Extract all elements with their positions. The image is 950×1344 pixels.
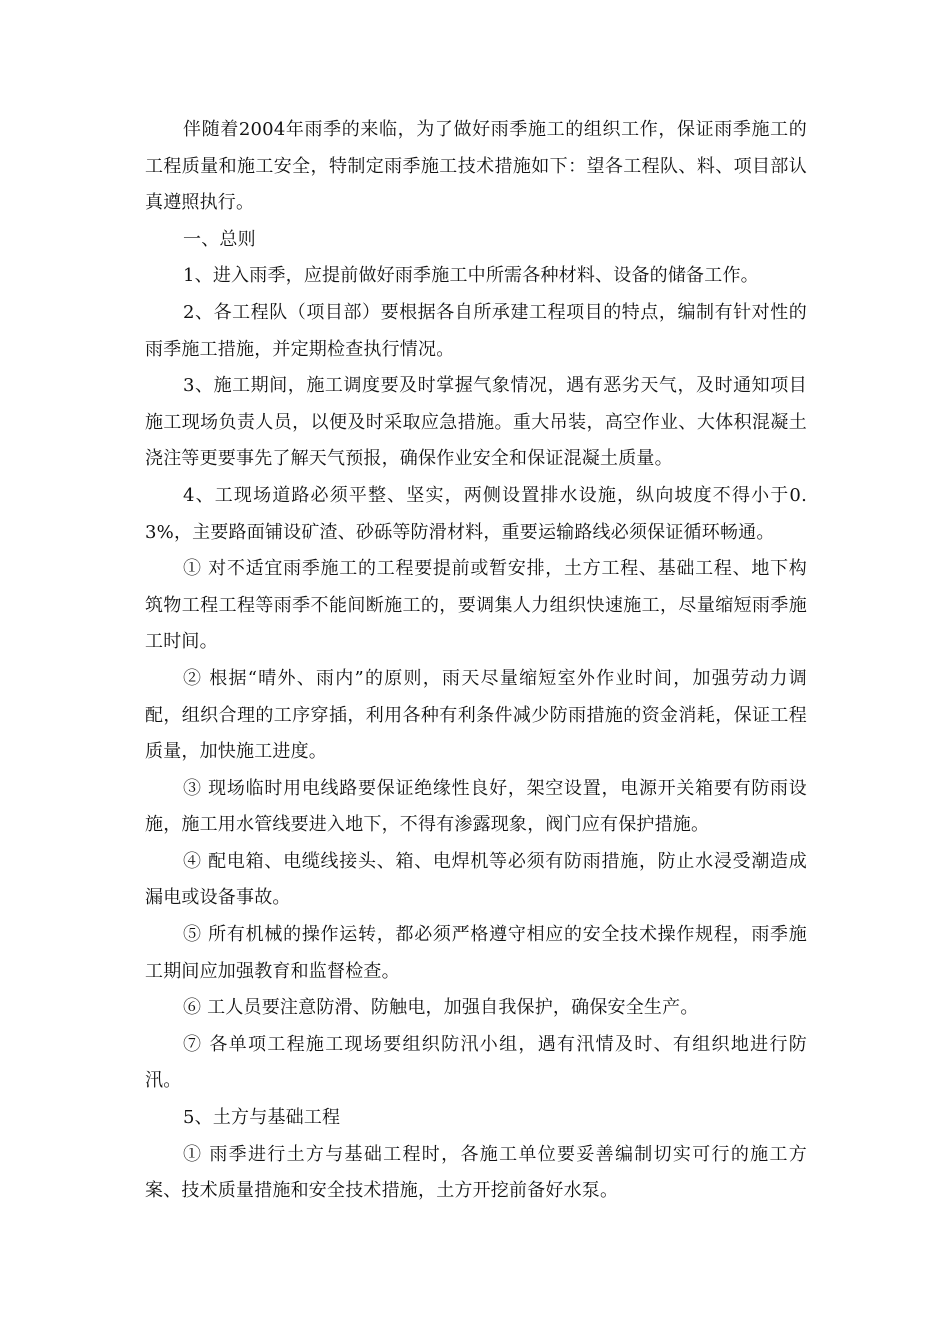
section-heading-earthwork: 5、土方与基础工程 xyxy=(183,1107,341,1129)
sub-item-5: ⑤ 所有机械的操作运转，都必须严格遵守相应的安全技术操作规程，雨季施工期间应加强教育和监督检查。 xyxy=(145,924,807,982)
sub-item-2: ② 根据“晴外、雨内”的原则，雨天尽量缩短室外作业时间，加强劳动力调配，组织合理的工序穿插，利用各种有利条件减少防雨措施的资金消耗，保证工程质量，加快施工进度。 xyxy=(145,667,807,763)
document-body xyxy=(145,112,807,1210)
intro-paragraph: 伴随着2004年雨季的来临，为了做好雨季施工的组织工作，保证雨季施工的工程质量和施工安全，特制定雨季施工技术措施如下：望各工程队、料、项目部认真遵照执行。 xyxy=(145,119,807,214)
earthwork-item-1: ① 雨季进行土方与基础工程时，各施工单位要妥善编制切实可行的施工方案、技术质量措施和安全技术措施，土方开挖前备好水泵。 xyxy=(145,1143,807,1202)
paragraph-item-4: 4、工现场道路必须平整、坚实，两侧设置排水设施，纵向坡度不得小于0.3%，主要路面铺设矿渣、砂砾等防滑材料，重要运输路线必须保证循环畅通。 xyxy=(145,484,807,543)
sub-item-1: ① 对不适宜雨季施工的工程要提前或暂安排，土方工程、基础工程、地下构筑物工程工程等雨季不能间断施工的，要调集人力组织快速施工，尽量缩短雨季施工时间。 xyxy=(145,558,807,653)
sub-item-7: ⑦ 各单项工程施工现场要组织防汛小组，遇有汛情及时、有组织地进行防汛。 xyxy=(145,1033,807,1092)
paragraph-item-2: 2、各工程队（项目部）要根据各自所承建工程项目的特点，编制有针对性的雨季施工措施，并定期检查执行情况。 xyxy=(145,301,807,360)
paragraph-item-3: 3、施工期间，施工调度要及时掌握气象情况，遇有恶劣天气，及时通知项目施工现场负责人员，以便及时采取应急措施。重大吊装，高空作业、大体积混凝土浇注等更要事先了解天气预报，确保作业安全和保证混凝土质量。 xyxy=(145,375,807,470)
paragraph-item-1: 1、进入雨季，应提前做好雨季施工中所需各种材料、设备的储备工作。 xyxy=(183,265,759,287)
sub-item-4: ④ 配电箱、电缆线接头、箱、电焊机等必须有防雨措施，防止水浸受潮造成漏电或设备事故。 xyxy=(145,850,807,909)
sub-item-6: ⑥ 工人员要注意防滑、防触电，加强自我保护，确保安全生产。 xyxy=(183,997,699,1019)
sub-item-3: ③ 现场临时用电线路要保证绝缘性良好，架空设置，电源开关箱要有防雨设施，施工用水管线要进入地下，不得有渗露现象，阀门应有保护措施。 xyxy=(145,777,807,836)
section-heading-general: 一、总则 xyxy=(183,228,256,250)
